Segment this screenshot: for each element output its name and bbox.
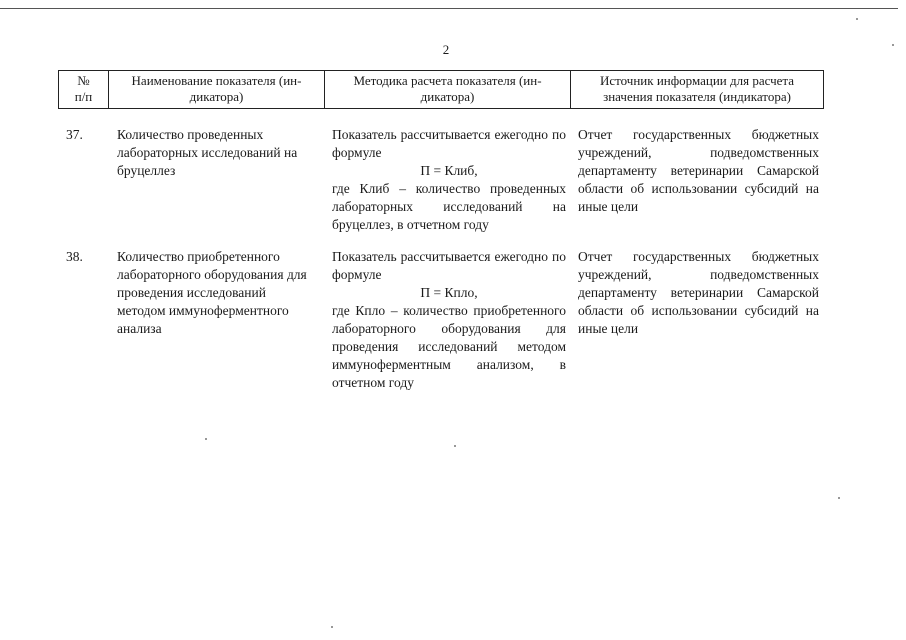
header-method <box>325 71 571 109</box>
header-method-line2: дикатора) <box>420 89 475 104</box>
header-source-line2: значения показателя (индикатора) <box>603 89 791 104</box>
row-37-method <box>332 126 566 234</box>
row-38-formula: П = Кпло, <box>420 285 478 300</box>
header-number-line1: № <box>77 73 90 88</box>
row-38-method-intro: Показатель рассчитывается ежегодно по формуле <box>332 249 566 282</box>
scan-speck <box>838 497 840 499</box>
row-38-number: 38. <box>66 249 83 264</box>
row-37-number: 37. <box>66 127 83 142</box>
scan-speck <box>892 44 894 46</box>
row-38-indicator-name: Количество приобретенного лабораторного оборудования для проведения исследований методом иммуноферментного анализа <box>117 249 307 336</box>
header-number <box>59 71 109 109</box>
header-source-line1: Источник информации для расчета <box>599 73 795 88</box>
row-37-source: Отчет государственных бюджетных учреждений, подведомственных департаменту ветеринарии Самарской области об использовании субсидий на иные цели <box>578 127 819 214</box>
page-number: 2 <box>442 42 450 57</box>
top-border-line <box>0 8 898 9</box>
header-method-line1: Методика расчета показателя (ин- <box>353 73 542 88</box>
row-37-method-intro: Показатель рассчитывается ежегодно по формуле <box>332 127 566 160</box>
table-header <box>58 70 824 109</box>
scan-speck <box>331 626 333 628</box>
header-number-line2: п/п <box>74 89 93 104</box>
header-indicator-name-line1: Наименование показателя (ин- <box>131 73 302 88</box>
row-37-method-explanation: где Клиб – количество проведенных лабораторных исследований на бруцеллез, в отчетном году <box>332 181 566 232</box>
row-37-formula: П = Клиб, <box>420 163 478 178</box>
scan-speck <box>856 18 858 20</box>
row-38-method <box>332 248 566 392</box>
row-38-method-explanation: где Кпло – количество приобретенного лабораторного оборудования для проведения исследований методом иммуноферментным анализом, в отчетном году <box>332 303 566 390</box>
scan-speck <box>454 445 456 447</box>
header-indicator-name <box>109 71 325 109</box>
header-row <box>59 71 824 109</box>
header-source <box>571 71 824 109</box>
scan-speck <box>205 438 207 440</box>
row-37-indicator-name: Количество проведенных лабораторных исследований на бруцеллез <box>117 127 298 178</box>
row-38-source: Отчет государственных бюджетных учреждений, подведомственных департаменту ветеринарии Самарской области об использовании субсидий на иные цели <box>578 249 819 336</box>
header-indicator-name-line2: дикатора) <box>189 89 244 104</box>
